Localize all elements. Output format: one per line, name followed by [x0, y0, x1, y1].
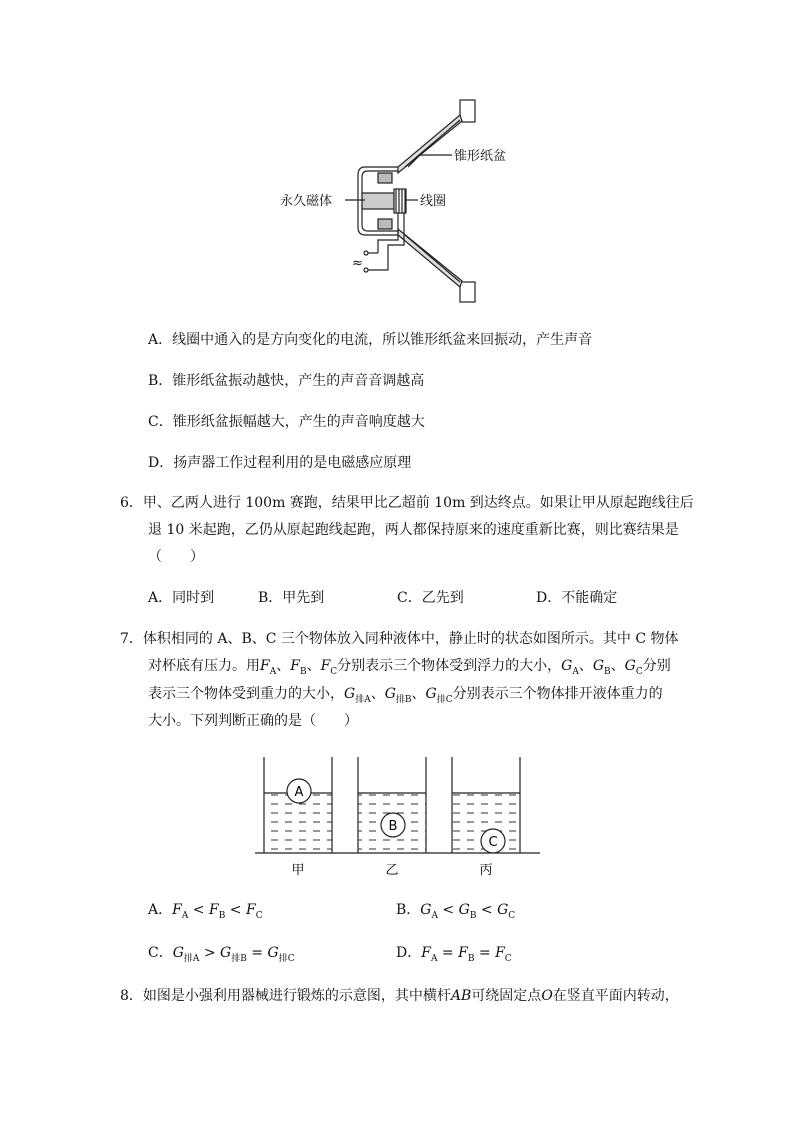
- q6-option-d: D．不能确定: [536, 590, 618, 606]
- q7-option-b: B．$G_A < G_B < G_C$: [396, 902, 516, 921]
- cup-3-label: 丙: [479, 863, 493, 878]
- magnet-label: 永久磁体: [280, 194, 333, 209]
- q7-line-4: 大小。下列判断正确的是（ ）: [148, 713, 358, 729]
- coil-label: 线圈: [420, 194, 447, 209]
- ball-c-label: C: [488, 835, 498, 850]
- q7-line-3: 表示三个物体受到重力的大小，$G_{排A}$、$G_{排B}$、$G_{排C}$分别表示三个物体排开液体重力的: [148, 686, 663, 705]
- speaker-diagram: [270, 95, 530, 310]
- q5-option-a: A．线圈中通入的是方向变化的电流，所以锥形纸盆来回振动，产生声音: [148, 332, 593, 348]
- ball-b-label: B: [388, 819, 398, 834]
- ac-symbol: ≈: [352, 256, 363, 271]
- q5-option-c: C．锥形纸盆振幅越大，产生的声音响度越大: [148, 414, 425, 430]
- q8-line-1: 8．如图是小强利用器械进行锻炼的示意图，其中横杆AB可绕固定点O在竖直平面内转动，: [120, 988, 679, 1004]
- cup-1-label: 甲: [291, 863, 305, 878]
- ball-a-label: A: [294, 785, 304, 800]
- cone-label: 锥形纸盆: [454, 149, 507, 164]
- q7-option-d: D．$F_A = F_B = F_C$: [396, 945, 512, 964]
- cup-2-label: 乙: [385, 863, 399, 878]
- q6-option-c: C．乙先到: [397, 590, 464, 606]
- q5-option-b: B．锥形纸盆振动越快，产生的声音音调越高: [148, 373, 425, 389]
- q6-line-3: （ ）: [148, 549, 204, 565]
- q7-line-1: 7．体积相同的 A、B、C 三个物体放入同种液体中，静止时的状态如图所示。其中 C 物体: [120, 631, 679, 647]
- q6-line-2: 退 10 米起跑，乙仍从原起跑线起跑，两人都保持原来的速度重新比赛，则比赛结果是: [148, 522, 679, 538]
- q5-option-d: D．扬声器工作过程利用的是电磁感应原理: [148, 455, 412, 471]
- q6-option-a: A．同时到: [148, 590, 215, 606]
- q7-option-c: C．$G_{排A} > G_{排B} = G_{排C}$: [148, 945, 295, 964]
- cups-diagram: [255, 755, 545, 880]
- q6-line-1: 6．甲、乙两人进行 100m 赛跑，结果甲比乙超前 10m 到达终点。如果让甲从原起跑线往后: [120, 495, 694, 511]
- q7-line-2: 对杯底有压力。用$F_A$、$F_B$、$F_C$分别表示三个物体受到浮力的大小，$G_A$、$G_B$、$G_C$分别: [148, 658, 671, 677]
- q7-option-a: A．$F_A < F_B < F_C$: [148, 902, 263, 921]
- q6-option-b: B．甲先到: [258, 590, 325, 606]
